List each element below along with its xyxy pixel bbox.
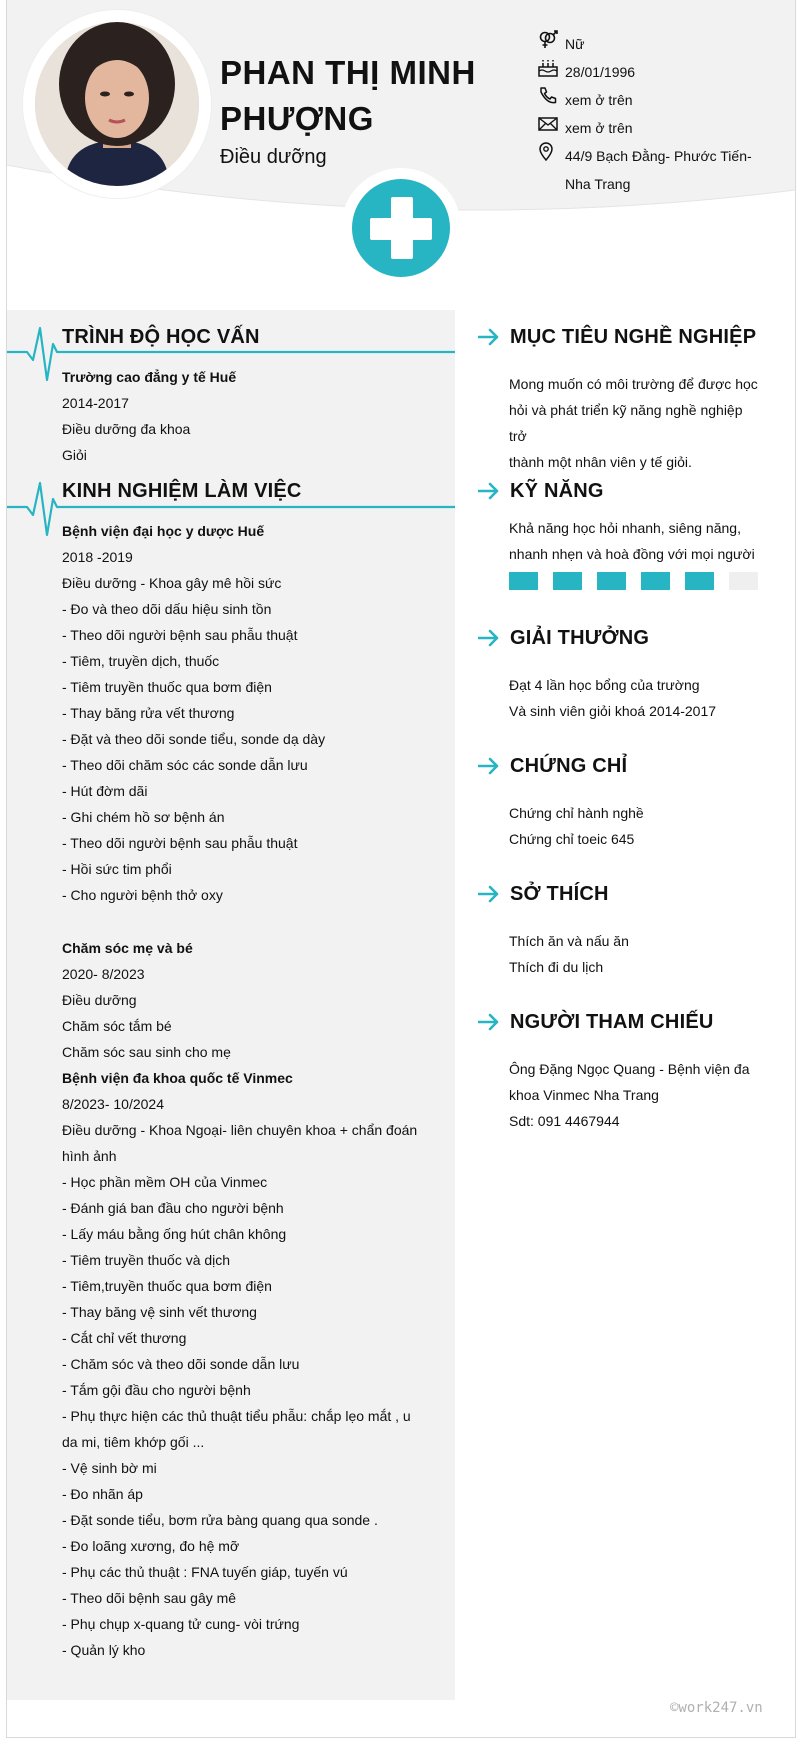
list-item: - Lấy máu bằng ống hút chân không	[62, 1226, 287, 1242]
list-item: da mi, tiêm khớp gối ...	[62, 1434, 205, 1450]
list-item: - Đặt và theo dõi sonde tiểu, sonde dạ dày	[62, 731, 326, 747]
watermark: ©work247.vn	[670, 1700, 763, 1716]
skill-bar-filled	[553, 572, 582, 590]
award-line: Và sinh viên giỏi khoá 2014-2017	[509, 703, 717, 719]
birthday-cake-icon	[537, 58, 565, 82]
awards-text	[509, 672, 764, 724]
references-text	[509, 1056, 764, 1134]
hobby-line: Thích đi du lịch	[509, 959, 604, 975]
email-icon	[537, 114, 565, 138]
list-item: - Vệ sinh bờ mi	[62, 1460, 157, 1476]
skill-bar-filled	[597, 572, 626, 590]
award-line: Đạt 4 lần học bổng của trường	[509, 677, 700, 693]
list-item: - Cắt chỉ vết thương	[62, 1330, 187, 1346]
objective-title: MỤC TIÊU NGHỀ NGHIỆP	[510, 326, 757, 348]
contact-birthday	[537, 58, 787, 86]
skills-title: KỸ NĂNG	[510, 480, 604, 502]
job2-org: Chăm sóc mẹ và bé	[62, 940, 193, 956]
skills-line: nhanh nhẹn và hoà đồng với mọi người	[509, 546, 755, 562]
job3-org: Bệnh viện đa khoa quốc tế Vinmec	[62, 1070, 293, 1086]
location-icon	[537, 142, 565, 166]
job3-task-list	[62, 1169, 411, 1663]
list-item: - Tiêm, truyền dịch, thuốc	[62, 653, 220, 669]
list-item: - Quản lý kho	[62, 1642, 146, 1658]
job1-task-list	[62, 596, 325, 908]
list-item: - Đo loãng xương, đo hệ mỡ	[62, 1538, 240, 1554]
hobbies-text	[509, 928, 764, 980]
arrow-right-icon	[478, 1012, 500, 1032]
arrow-right-icon	[478, 481, 500, 501]
gender-icon	[537, 30, 565, 54]
references-title: NGƯỜI THAM CHIẾU	[510, 1011, 714, 1033]
skill-bar-filled	[509, 572, 538, 590]
list-item: - Tắm gội đầu cho người bệnh	[62, 1382, 251, 1398]
certificates-title: CHỨNG CHỈ	[510, 755, 628, 777]
education-school: Trường cao đẳng y tế Huế	[62, 369, 237, 385]
job2-role: Điều dưỡng	[62, 992, 137, 1008]
certificate-line: Chứng chỉ hành nghề	[509, 805, 644, 821]
list-item: - Đo nhãn áp	[62, 1486, 143, 1502]
name-line-2: PHƯỢNG	[220, 100, 374, 137]
list-item: - Phụ các thủ thuật : FNA tuyến giáp, tuyến vú	[62, 1564, 348, 1580]
job2-period: 2020- 8/2023	[62, 966, 145, 982]
education-years: 2014-2017	[62, 395, 129, 411]
job3-role-cont: hình ảnh	[62, 1148, 117, 1164]
list-item: - Theo dõi người bệnh sau phẫu thuật	[62, 627, 298, 643]
list-item: - Thay băng rửa vết thương	[62, 705, 235, 721]
hobby-line: Thích ăn và nấu ăn	[509, 933, 629, 949]
arrow-right-icon	[478, 628, 500, 648]
list-item: - Đo và theo dõi dấu hiệu sinh tồn	[62, 601, 272, 617]
list-item: - Theo dõi người bệnh sau phẫu thuật	[62, 835, 298, 851]
list-item: - Cho người bệnh thở oxy	[62, 887, 223, 903]
job1-role: Điều dưỡng - Khoa gây mê hồi sức	[62, 575, 282, 591]
contact-gender	[537, 30, 787, 58]
job1-period: 2018 -2019	[62, 549, 133, 565]
list-item: - Hồi sức tim phổi	[62, 861, 172, 877]
hobbies-title: SỞ THÍCH	[510, 883, 609, 905]
job-title: Điều dưỡng	[220, 146, 327, 168]
awards-title: GIẢI THƯỞNG	[510, 627, 650, 649]
objective-text	[509, 371, 764, 475]
objective-line: hỏi và phát triển kỹ năng nghề nghiệp trở	[509, 402, 743, 444]
contact-phone-text: xem ở trên	[565, 92, 633, 108]
list-item: - Ghi chém hồ sơ bệnh án	[62, 809, 225, 825]
list-item: - Học phần mềm OH của Vinmec	[62, 1174, 268, 1190]
list-item: - Phụ thực hiện các thủ thuật tiểu phẫu: chắp lẹo mắt , u	[62, 1408, 411, 1424]
list-item: - Chăm sóc và theo dõi sonde dẫn lưu	[62, 1356, 300, 1372]
skill-bar-empty	[729, 572, 758, 590]
full-name	[220, 50, 520, 142]
list-item: - Phụ chụp x-quang tử cung- vòi trứng	[62, 1616, 300, 1632]
certificates-text	[509, 800, 764, 852]
reference-line: khoa Vinmec Nha Trang	[509, 1087, 659, 1103]
list-item: - Đánh giá ban đầu cho người bệnh	[62, 1200, 284, 1216]
job3-period: 8/2023- 10/2024	[62, 1096, 164, 1112]
contact-info	[537, 30, 787, 198]
name-line-1: PHAN THỊ MINH	[220, 54, 476, 91]
job3-role: Điều dưỡng - Khoa Ngoại- liên chuyên khoa + chẩn đoán	[62, 1122, 418, 1138]
list-item: - Thay băng vệ sinh vết thương	[62, 1304, 257, 1320]
education-title: TRÌNH ĐỘ HỌC VẤN	[62, 326, 260, 348]
arrow-right-icon	[478, 756, 500, 776]
education-grade: Giỏi	[62, 447, 87, 463]
skill-bar-filled	[685, 572, 714, 590]
skills-line: Khả năng học hỏi nhanh, siêng năng,	[509, 520, 741, 536]
skill-bar-filled	[641, 572, 670, 590]
contact-address-text-2: Nha Trang	[565, 176, 631, 192]
arrow-right-icon	[478, 884, 500, 904]
list-item: - Hút đờm dãi	[62, 783, 148, 799]
list-item: - Tiêm truyền thuốc qua bơm điện	[62, 679, 272, 695]
list-item: - Tiêm truyền thuốc và dịch	[62, 1252, 231, 1268]
contact-email-text: xem ở trên	[565, 120, 633, 136]
certificate-line: Chứng chỉ toeic 645	[509, 831, 635, 847]
list-item: - Theo dõi bệnh sau gây mê	[62, 1590, 237, 1606]
phone-icon	[537, 86, 565, 110]
list-item: Chăm sóc tắm bé	[62, 1018, 172, 1034]
contact-gender-text: Nữ	[565, 36, 585, 52]
reference-line: Sdt: 091 4467944	[509, 1113, 620, 1129]
arrow-right-icon	[478, 327, 500, 347]
objective-line: thành một nhân viên y tế giỏi.	[509, 454, 692, 470]
list-item: - Đặt sonde tiểu, bơm rửa bàng quang qua sonde .	[62, 1512, 378, 1528]
objective-line: Mong muốn có môi trường để được học	[509, 376, 758, 392]
contact-birthday-text: 28/01/1996	[565, 64, 636, 80]
education-major: Điều dưỡng đa khoa	[62, 421, 191, 437]
cv-page	[6, 0, 796, 1738]
contact-address-cont	[537, 170, 787, 198]
contact-address	[537, 142, 787, 170]
experience-title: KINH NGHIỆM LÀM VIỆC	[62, 480, 302, 502]
contact-phone	[537, 86, 787, 114]
portrait-image	[35, 22, 199, 186]
avatar	[35, 22, 199, 186]
list-item: Chăm sóc sau sinh cho mẹ	[62, 1044, 231, 1060]
job1-org: Bệnh viện đại học y dược Huế	[62, 523, 265, 539]
reference-line: Ông Đặng Ngọc Quang - Bệnh viện đa	[509, 1061, 750, 1077]
list-item: - Tiêm,truyền thuốc qua bơm điện	[62, 1278, 272, 1294]
contact-email	[537, 114, 787, 142]
list-item: - Theo dõi chăm sóc các sonde dẫn lưu	[62, 757, 308, 773]
skills-text	[509, 515, 764, 567]
contact-address-text: 44/9 Bạch Đằng- Phước Tiến-	[565, 148, 752, 164]
